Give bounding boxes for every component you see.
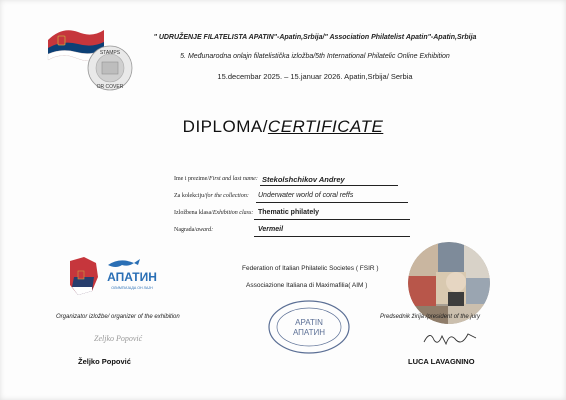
association-seal — [266, 296, 352, 362]
collection-row — [174, 193, 249, 199]
jury-signature — [420, 326, 480, 348]
stamp-circle-logo — [86, 44, 134, 92]
org-logo-text: АПАТИН — [107, 270, 157, 284]
name-label-en: First and last name: — [208, 176, 258, 182]
header-association: " UDRUŽENJE FILATELISTA APATIN"-Apatin,Srbija/" Association Philatelist Apatin"-Apatin,Srbija — [153, 34, 477, 41]
stamp-logo-top: STAMPS — [99, 50, 121, 56]
title-certificate: CERTIFICATE — [267, 117, 384, 136]
seal-line2: АПАТИН — [292, 328, 326, 337]
award-label: Nagrada/ — [174, 227, 196, 233]
apatin-organizer-logo — [68, 255, 168, 305]
page-title — [0, 117, 566, 137]
jury-label: Predsednik žirija /president of the jury — [380, 314, 481, 320]
federation-line2: Associazione Italiana di Maximafilia( AIM ) — [246, 282, 368, 289]
jury-president-photo — [408, 242, 490, 324]
award-underline — [254, 236, 410, 237]
name-row — [174, 176, 258, 182]
collection-label-en: for the collection: — [205, 193, 249, 199]
name-underline — [260, 185, 398, 186]
award-label-en: award: — [196, 227, 214, 233]
org-logo-subtext: ОЛИМПИЈАДА ОН ЛАЈН — [111, 286, 153, 290]
name-value: Stekolshchikov Andrey — [262, 175, 345, 184]
seal-line1: APATIN — [295, 318, 323, 327]
award-row — [174, 227, 213, 233]
organizer-signature: Zeljko Popović — [94, 334, 143, 343]
class-label-en: Exhibition class: — [212, 210, 254, 216]
collection-label: Za kolekciju/ — [174, 193, 206, 199]
header-exhibition: 5. Međunarodna onlajn filatelistička izložba/5th International Philatelic Online Exhibition — [180, 53, 450, 60]
header-dates: 15.decembar 2025. – 15.januar 2026. Apatin,Srbija/ Serbia — [217, 72, 413, 81]
stamp-logo-bottom: OR COVER — [96, 84, 124, 90]
award-value: Vermeil — [258, 226, 284, 233]
title-main: DIPLOMA/ — [182, 117, 268, 136]
organizer-name: Željko Popović — [78, 357, 131, 366]
class-underline — [254, 219, 410, 220]
class-label: Izložbena klasa/ — [174, 210, 213, 216]
collection-value: Underwater world of coral reffs — [258, 192, 354, 199]
name-label: Ime i prezime/ — [174, 176, 209, 182]
federation-line1: Federation of Italian Philatelic Societes ( FSIR ) — [242, 265, 379, 272]
jury-name: LUCA LAVAGNINO — [408, 357, 475, 366]
class-row — [174, 210, 253, 216]
class-value: Thematic philately — [258, 209, 320, 216]
collection-underline — [256, 202, 408, 203]
organizer-label: Organizator izložbe/ organizer of the exhibition — [56, 314, 180, 320]
